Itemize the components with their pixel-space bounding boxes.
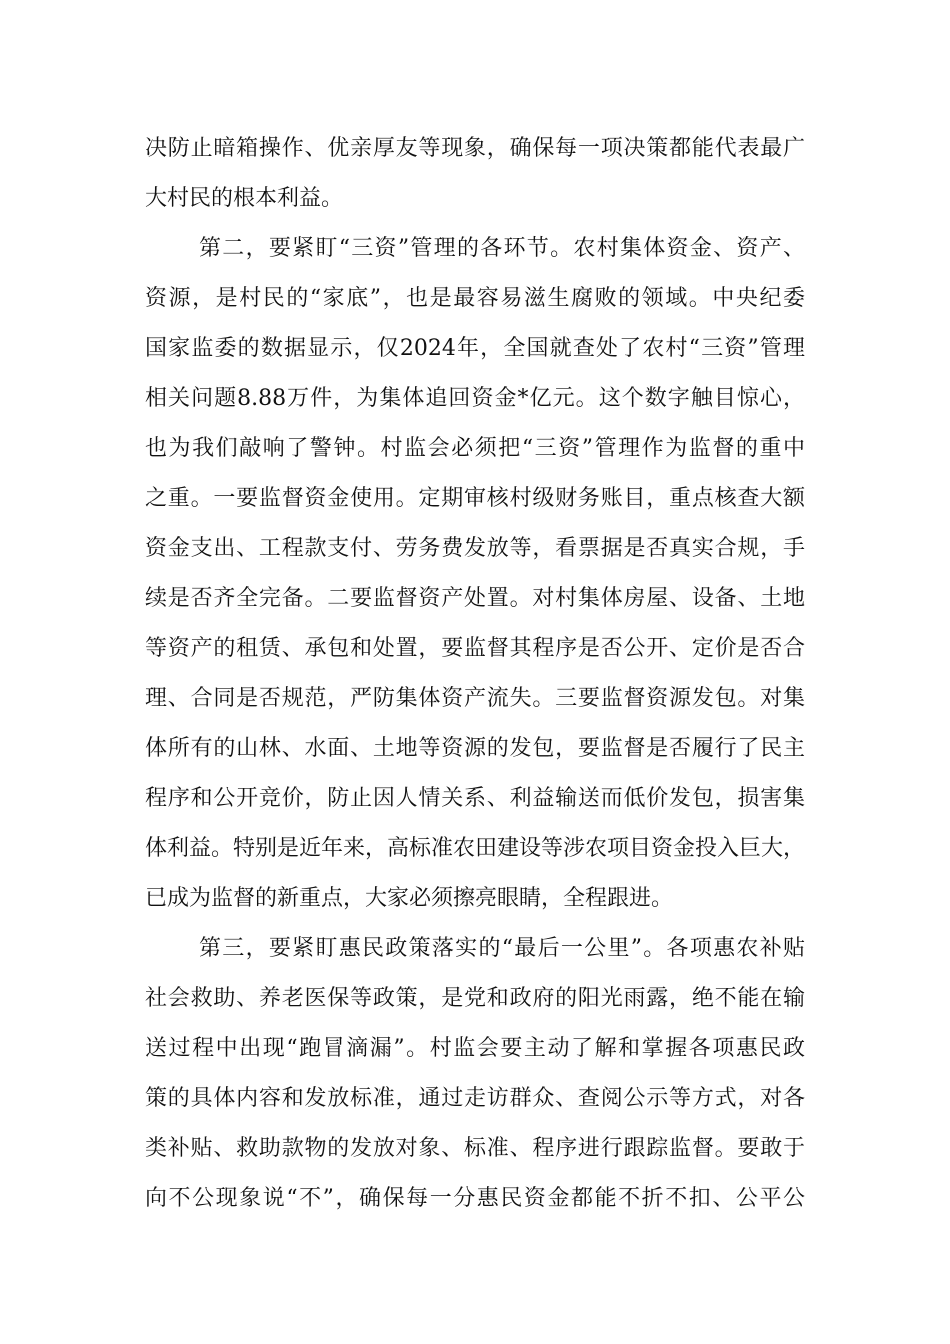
text-line: 程序和公开竞价，防止因人情关系、利益输送而低价发包，损害集 (145, 786, 805, 811)
text-line: 送过程中出现“跑冒滴漏”。村监会要主动了解和掌握各项惠民政 (145, 1036, 805, 1061)
text-line: 类补贴、救助款物的发放对象、标准、程序进行跟踪监督。要敢于 (145, 1136, 805, 1161)
body-text (145, 124, 805, 1224)
text-line: 体所有的山林、水面、土地等资源的发包，要监督是否履行了民主 (145, 736, 805, 761)
paragraph-start-line: 第二，要紧盯“三资”管理的各环节。农村集体资金、资产、 (199, 236, 805, 261)
paragraph-start-line: 第三，要紧盯惠民政策落实的“最后一公里”。各项惠农补贴 (199, 936, 805, 961)
text-line: 体利益。特别是近年来，高标准农田建设等涉农项目资金投入巨大， (145, 836, 806, 861)
text-line: 等资产的租赁、承包和处置，要监督其程序是否公开、定价是否合 (145, 636, 805, 661)
text-line: 资源，是村民的“家底”，也是最容易滋生腐败的领域。中央纪委 (145, 286, 805, 311)
text-line: 向不公现象说“不”，确保每一分惠民资金都能不折不扣、公平公 (145, 1186, 805, 1211)
text-line: 社会救助、养老医保等政策，是党和政府的阳光雨露，绝不能在输 (145, 986, 805, 1011)
text-line: 策的具体内容和发放标准，通过走访群众、查阅公示等方式，对各 (145, 1086, 805, 1111)
text-line: 之重。一要监督资金使用。定期审核村级财务账目，重点核查大额 (145, 486, 805, 511)
text-line: 资金支出、工程款支付、劳务费发放等，看票据是否真实合规，手 (145, 536, 805, 561)
text-line: 国家监委的数据显示，仅2024年，全国就查处了农村“三资”管理 (145, 336, 805, 361)
text-line: 理、合同是否规范，严防集体资产流失。三要监督资源发包。对集 (145, 686, 805, 711)
text-line: 续是否齐全完备。二要监督资产处置。对村集体房屋、设备、土地 (145, 586, 805, 611)
text-line: 大村民的根本利益。 (145, 186, 344, 211)
text-line: 决防止暗箱操作、优亲厚友等现象，确保每一项决策都能代表最广 (145, 136, 805, 161)
text-line: 也为我们敲响了警钟。村监会必须把“三资”管理作为监督的重中 (145, 436, 805, 461)
text-line: 相关问题8.88万件，为集体追回资金*亿元。这个数字触目惊心， (145, 386, 805, 411)
text-line: 已成为监督的新重点，大家必须擦亮眼睛，全程跟进。 (145, 886, 674, 911)
